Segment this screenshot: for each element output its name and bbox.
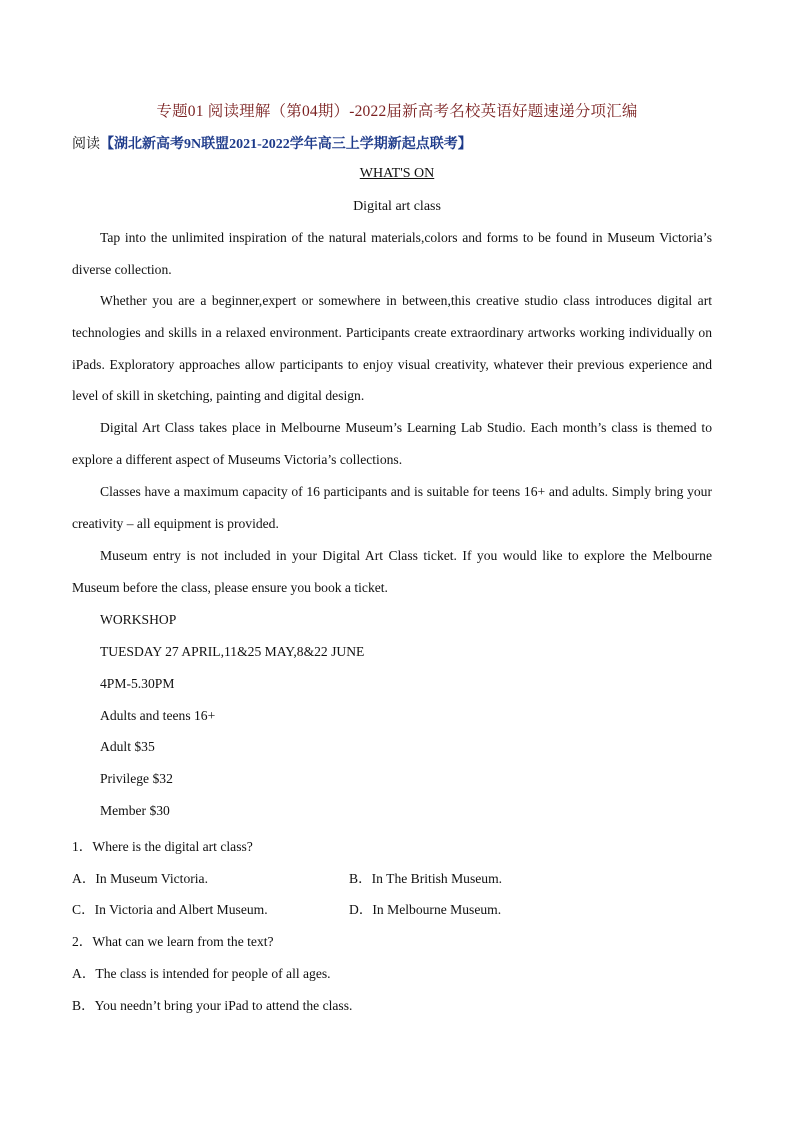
paragraph-1: Tap into the unlimited inspiration of the natural materials,colors and forms to be found in Museum Victoria’s diverse collection. (72, 230, 712, 277)
question-1-option-c: C．In Victoria and Albert Museum. (72, 902, 268, 917)
workshop-audience: Adults and teens 16+ (100, 708, 216, 723)
workshop-time: 4PM-5.30PM (100, 676, 175, 691)
paragraph-2: Whether you are a beginner,expert or somewhere in between,this creative studio class introduces digital art technologies and skills in a relaxed environment. Participants create extraordinary artworks working individually on iPads. Exploratory approaches allow participants to enjoy visual creativity, whatever their previous experience and level of skill in sketching, painting and digital design. (72, 293, 712, 404)
paragraph-5: Museum entry is not included in your Digital Art Class ticket. If you would like to explore the Melbourne Museum before the class, please ensure you book a ticket. (72, 548, 712, 595)
paragraph-4: Classes have a maximum capacity of 16 participants and is suitable for teens 16+ and adults. Simply bring your creativity – all equipment is provided. (72, 484, 712, 531)
workshop-label: WORKSHOP (100, 612, 177, 627)
question-1-option-d: D．In Melbourne Museum. (349, 902, 502, 917)
question-2-option-a: A．The class is intended for people of all ages. (72, 966, 331, 981)
question-2-option-b: B．You needn’t bring your iPad to attend the class. (72, 998, 353, 1013)
price-adult: Adult $35 (100, 739, 155, 754)
source-prefix: 阅读 (72, 137, 100, 152)
question-1-option-a: A．In Museum Victoria. (72, 871, 208, 886)
paragraph-3: Digital Art Class takes place in Melbourne Museum’s Learning Lab Studio. Each month’s class is themed to explore a different aspect of Museums Victoria’s collections. (72, 420, 712, 467)
source-line (72, 133, 472, 153)
price-privilege: Privilege $32 (100, 771, 173, 786)
question-1-stem: 1．Where is the digital art class? (72, 839, 253, 854)
price-member: Member $30 (100, 803, 170, 818)
article-heading: WHAT'S ON (359, 166, 435, 181)
article-subheading: Digital art class (353, 199, 441, 214)
workshop-dates: TUESDAY 27 APRIL,11&25 MAY,8&22 JUNE (100, 644, 365, 659)
source-bracket: 【湖北新高考9N联盟2021-2022学年高三上学期新起点联考】 (100, 137, 472, 152)
question-2-stem: 2．What can we learn from the text? (72, 934, 274, 949)
page-title: 专题01 阅读理解（第04期）-2022届新高考名校英语好题速递分项汇编 (156, 103, 638, 120)
question-1-option-b: B．In The British Museum. (349, 871, 503, 886)
